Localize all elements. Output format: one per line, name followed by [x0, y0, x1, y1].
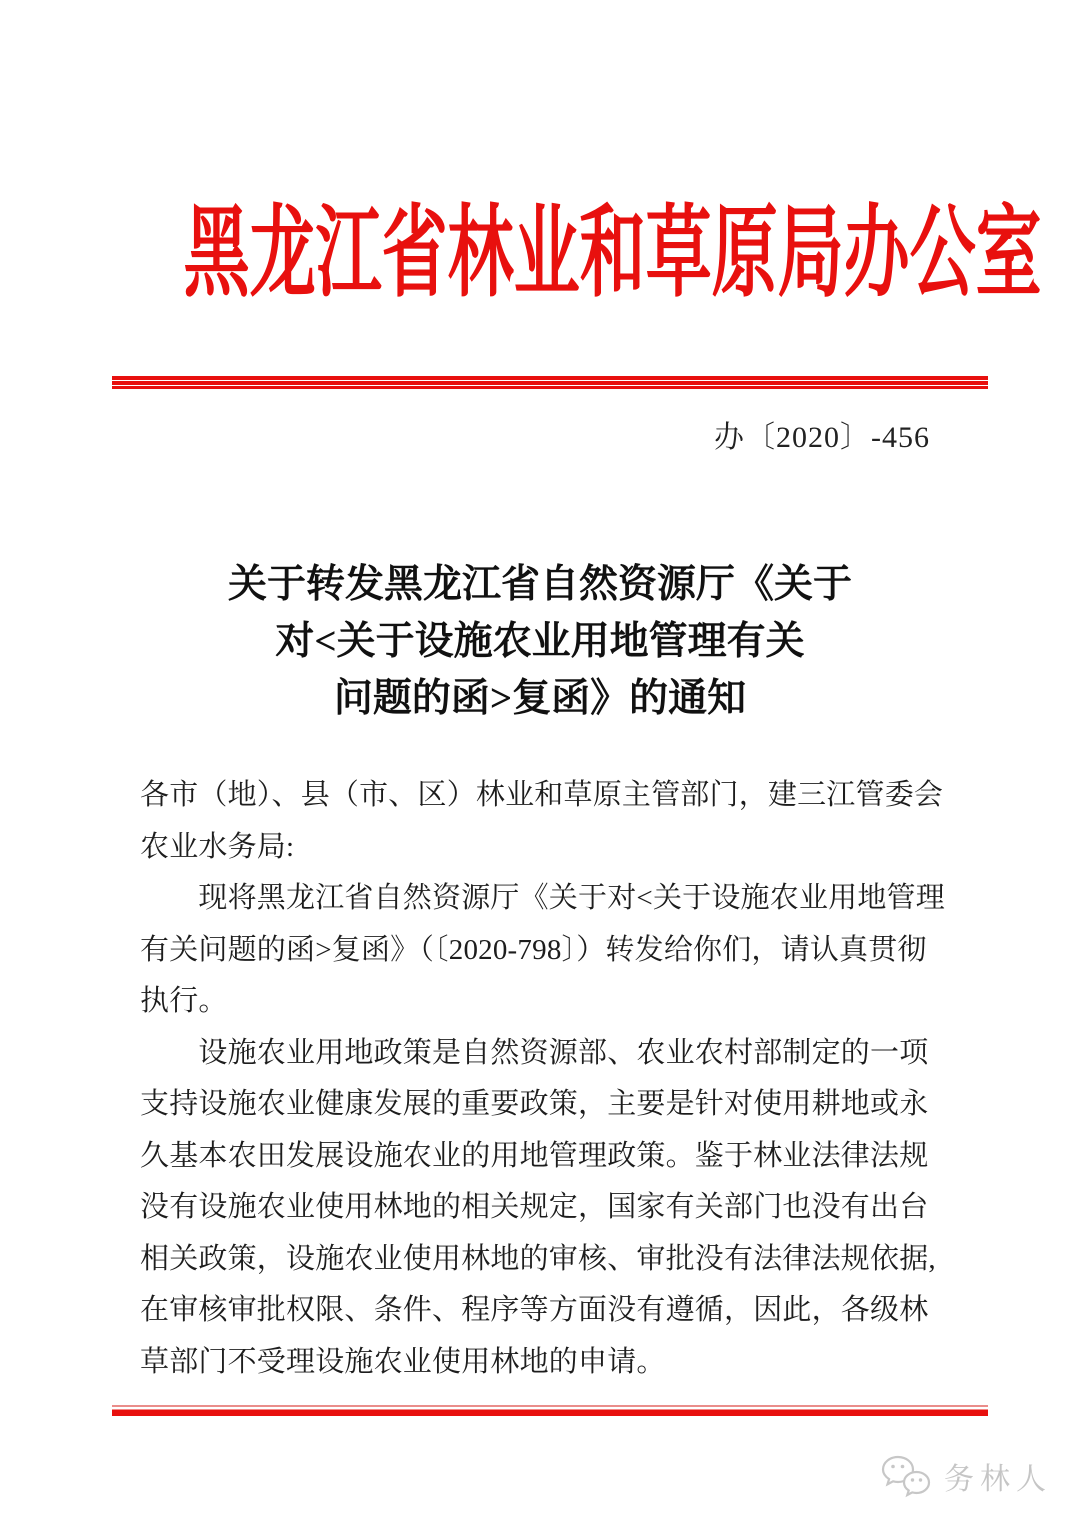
doc-title-line-3: 问题的函>复函》的通知: [333, 677, 747, 720]
doc-title: [0, 556, 1080, 727]
body-line: 在审核审批权限、条件、程序等方面没有遵循，因此，各级林: [140, 1294, 929, 1326]
body-line: 设施农业用地政策是自然资源部、农业农村部制定的一项: [140, 1036, 929, 1069]
doc-title-line-2: 对<关于设施农业用地管理有关: [275, 620, 805, 663]
header-divider: [112, 376, 988, 389]
body-line: 各市（地）、县（市、区）林业和草原主管部门，建三江管委会: [140, 779, 944, 811]
body-line: 相关政策，设施农业使用林地的审核、审批没有法律法规依据,: [140, 1242, 936, 1275]
doc-body: [140, 770, 956, 1388]
footer-divider: [112, 1405, 988, 1416]
wechat-icon: [878, 1452, 934, 1500]
doc-title-line-1: 关于转发黑龙江省自然资源厅《关于: [227, 563, 852, 606]
body-line: 执行。: [140, 985, 228, 1017]
body-line: 久基本农田发展设施农业的用地管理政策。鉴于林业法律法规: [140, 1139, 929, 1172]
watermark: [878, 1452, 1052, 1500]
body-line: 没有设施农业使用林地的相关规定，国家有关部门也没有出台: [140, 1191, 929, 1223]
watermark-label: 务林人: [944, 1463, 1052, 1496]
body-line: 支持设施农业健康发展的重要政策，主要是针对使用耕地或永: [140, 1088, 929, 1120]
org-title: 黑龙江省林业和草原局办公室: [183, 198, 1042, 309]
body-line: 有关问题的函>复函》（〔2020-798〕）转发给你们，请认真贯彻: [140, 933, 927, 966]
body-line: 草部门不受理设施农业使用林地的申请。: [140, 1345, 666, 1378]
doc-number: 办〔2020〕-456: [714, 421, 930, 454]
body-line: 现将黑龙江省自然资源厅《关于对<关于设施农业用地管理: [140, 882, 945, 914]
body-line: 农业水务局:: [140, 830, 295, 863]
